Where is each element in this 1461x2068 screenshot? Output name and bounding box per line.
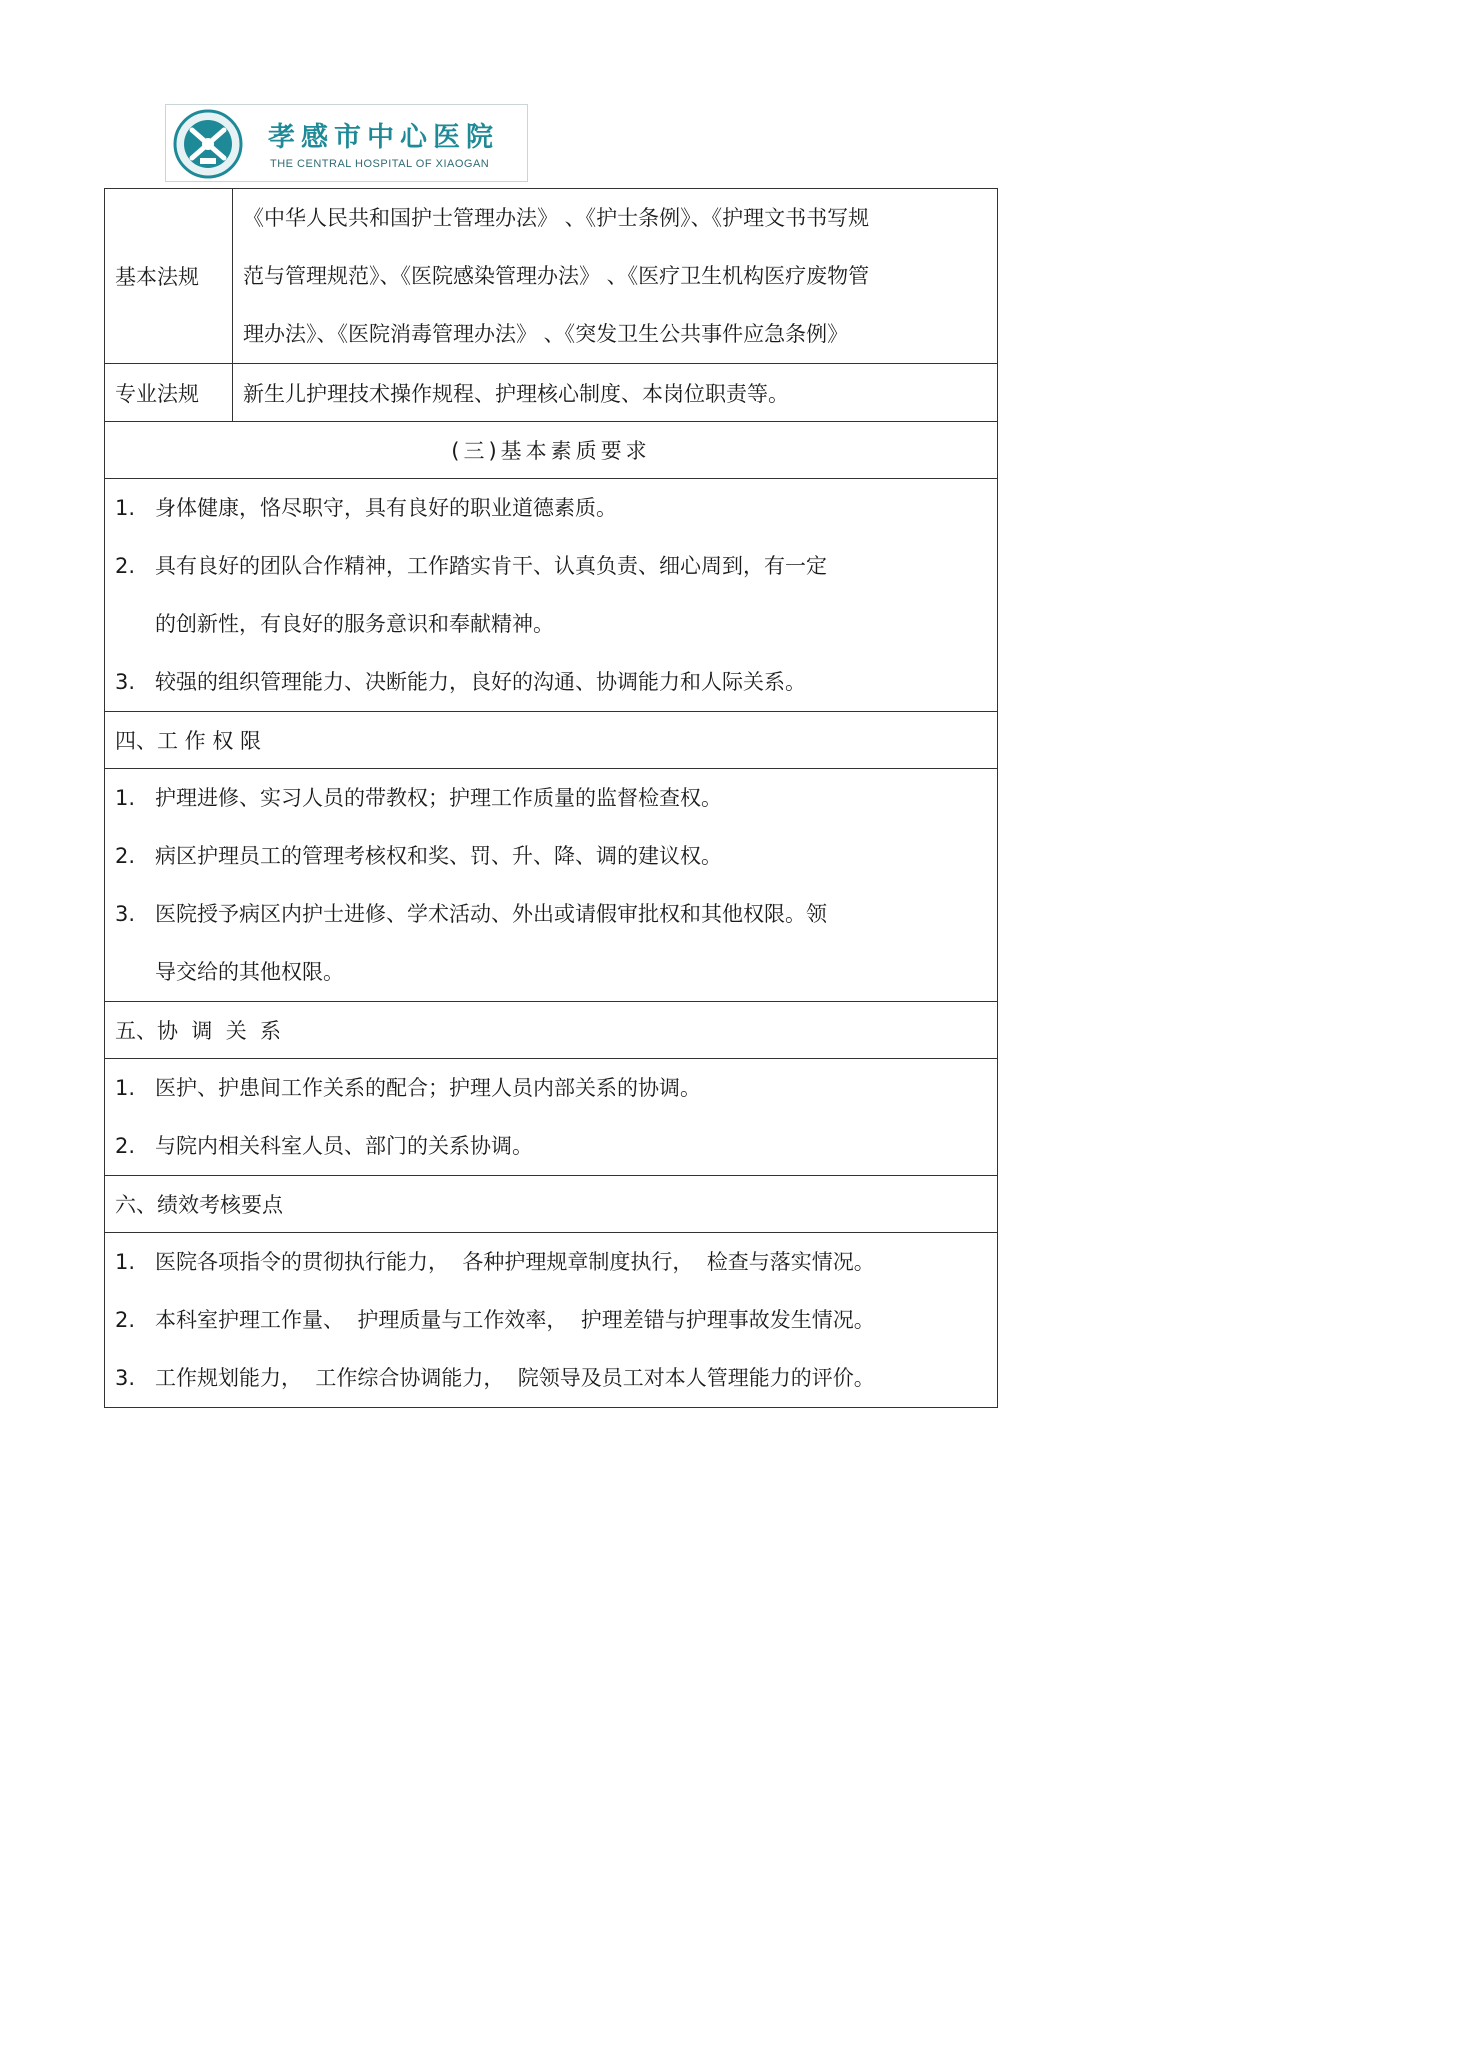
hospital-emblem-icon <box>170 108 252 180</box>
list-item <box>115 1059 987 1117</box>
coordination-list <box>105 1059 998 1176</box>
item-number: 1. <box>115 1076 136 1100</box>
job-description-table <box>104 188 998 1408</box>
basic-laws-line: 理办法》、《医院消毒管理办法》 、《突发卫生公共事件应急条例》 <box>243 322 849 346</box>
quality-heading: (三)基本素质要求 <box>105 422 998 479</box>
quality-list <box>105 479 998 712</box>
authority-heading: 四、工 作 权 限 <box>105 712 998 769</box>
list-item-continuation: 导交给的其他权限。 <box>155 960 344 984</box>
item-number: 1. <box>115 496 136 520</box>
coordination-heading-row <box>105 1002 998 1059</box>
item-number: 2. <box>115 554 136 578</box>
basic-laws-label: 基本法规 <box>105 189 233 364</box>
basic-laws-content <box>233 189 998 364</box>
list-item <box>115 1117 987 1175</box>
item-text: 与院内相关科室人员、部门的关系协调。 <box>155 1134 533 1158</box>
item-text: 病区护理员工的管理考核权和奖、罚、升、降、调的建议权。 <box>155 844 722 868</box>
coordination-list-row <box>105 1059 998 1176</box>
professional-laws-row <box>105 364 998 422</box>
performance-list <box>105 1233 998 1408</box>
list-item <box>115 1349 987 1407</box>
item-text: 工作规划能力， 工作综合协调能力， 院领导及员工对本人管理能力的评价。 <box>155 1366 875 1390</box>
item-text: 身体健康，恪尽职守，具有良好的职业道德素质。 <box>155 496 617 520</box>
authority-heading-row <box>105 712 998 769</box>
basic-laws-row <box>105 189 998 364</box>
list-item <box>115 537 987 595</box>
item-number: 2. <box>115 844 136 868</box>
item-text: 较强的组织管理能力、决断能力，良好的沟通、协调能力和人际关系。 <box>155 670 806 694</box>
item-number: 3. <box>115 670 136 694</box>
list-item <box>115 1291 987 1349</box>
item-text: 具有良好的团队合作精神，工作踏实肯干、认真负责、细心周到，有一定 <box>155 554 827 578</box>
logo-english-name: THE CENTRAL HOSPITAL OF XIAOGAN <box>270 158 490 170</box>
item-text: 医院各项指令的贯彻执行能力， 各种护理规章制度执行， 检查与落实情况。 <box>155 1250 875 1274</box>
professional-laws-label: 专业法规 <box>105 364 233 422</box>
authority-list-row <box>105 769 998 1002</box>
logo-chinese-name: 孝感市中心医院 <box>268 122 499 153</box>
performance-list-row <box>105 1233 998 1408</box>
item-text: 医护、护患间工作关系的配合；护理人员内部关系的协调。 <box>155 1076 701 1100</box>
quality-heading-row <box>105 422 998 479</box>
authority-list <box>105 769 998 1002</box>
performance-heading-row <box>105 1176 998 1233</box>
basic-laws-line: 《中华人民共和国护士管理办法》 、《护士条例》、《护理文书书写规 <box>243 206 870 230</box>
item-number: 3. <box>115 902 136 926</box>
item-text: 医院授予病区内护士进修、学术活动、外出或请假审批权和其他权限。领 <box>155 902 827 926</box>
list-item-continuation: 的创新性，有良好的服务意识和奉献精神。 <box>155 612 554 636</box>
item-number: 2. <box>115 1134 136 1158</box>
professional-laws-content: 新生儿护理技术操作规程、护理核心制度、本岗位职责等。 <box>233 364 998 422</box>
basic-laws-line: 范与管理规范》、《医院感染管理办法》 、《医疗卫生机构医疗废物管 <box>243 264 870 288</box>
coordination-heading: 五、协 调 关 系 <box>105 1002 998 1059</box>
list-item <box>115 479 987 537</box>
performance-heading: 六、绩效考核要点 <box>105 1176 998 1233</box>
list-item <box>115 885 987 943</box>
list-item <box>115 653 987 711</box>
list-item <box>115 1233 987 1291</box>
item-number: 2. <box>115 1308 136 1332</box>
hospital-logo <box>165 104 528 182</box>
item-text: 本科室护理工作量、 护理质量与工作效率， 护理差错与护理事故发生情况。 <box>155 1308 875 1332</box>
list-item <box>115 769 987 827</box>
list-item <box>115 827 987 885</box>
item-text: 护理进修、实习人员的带教权；护理工作质量的监督检查权。 <box>155 786 722 810</box>
quality-list-row <box>105 479 998 712</box>
item-number: 3. <box>115 1366 136 1390</box>
item-number: 1. <box>115 1250 136 1274</box>
item-number: 1. <box>115 786 136 810</box>
